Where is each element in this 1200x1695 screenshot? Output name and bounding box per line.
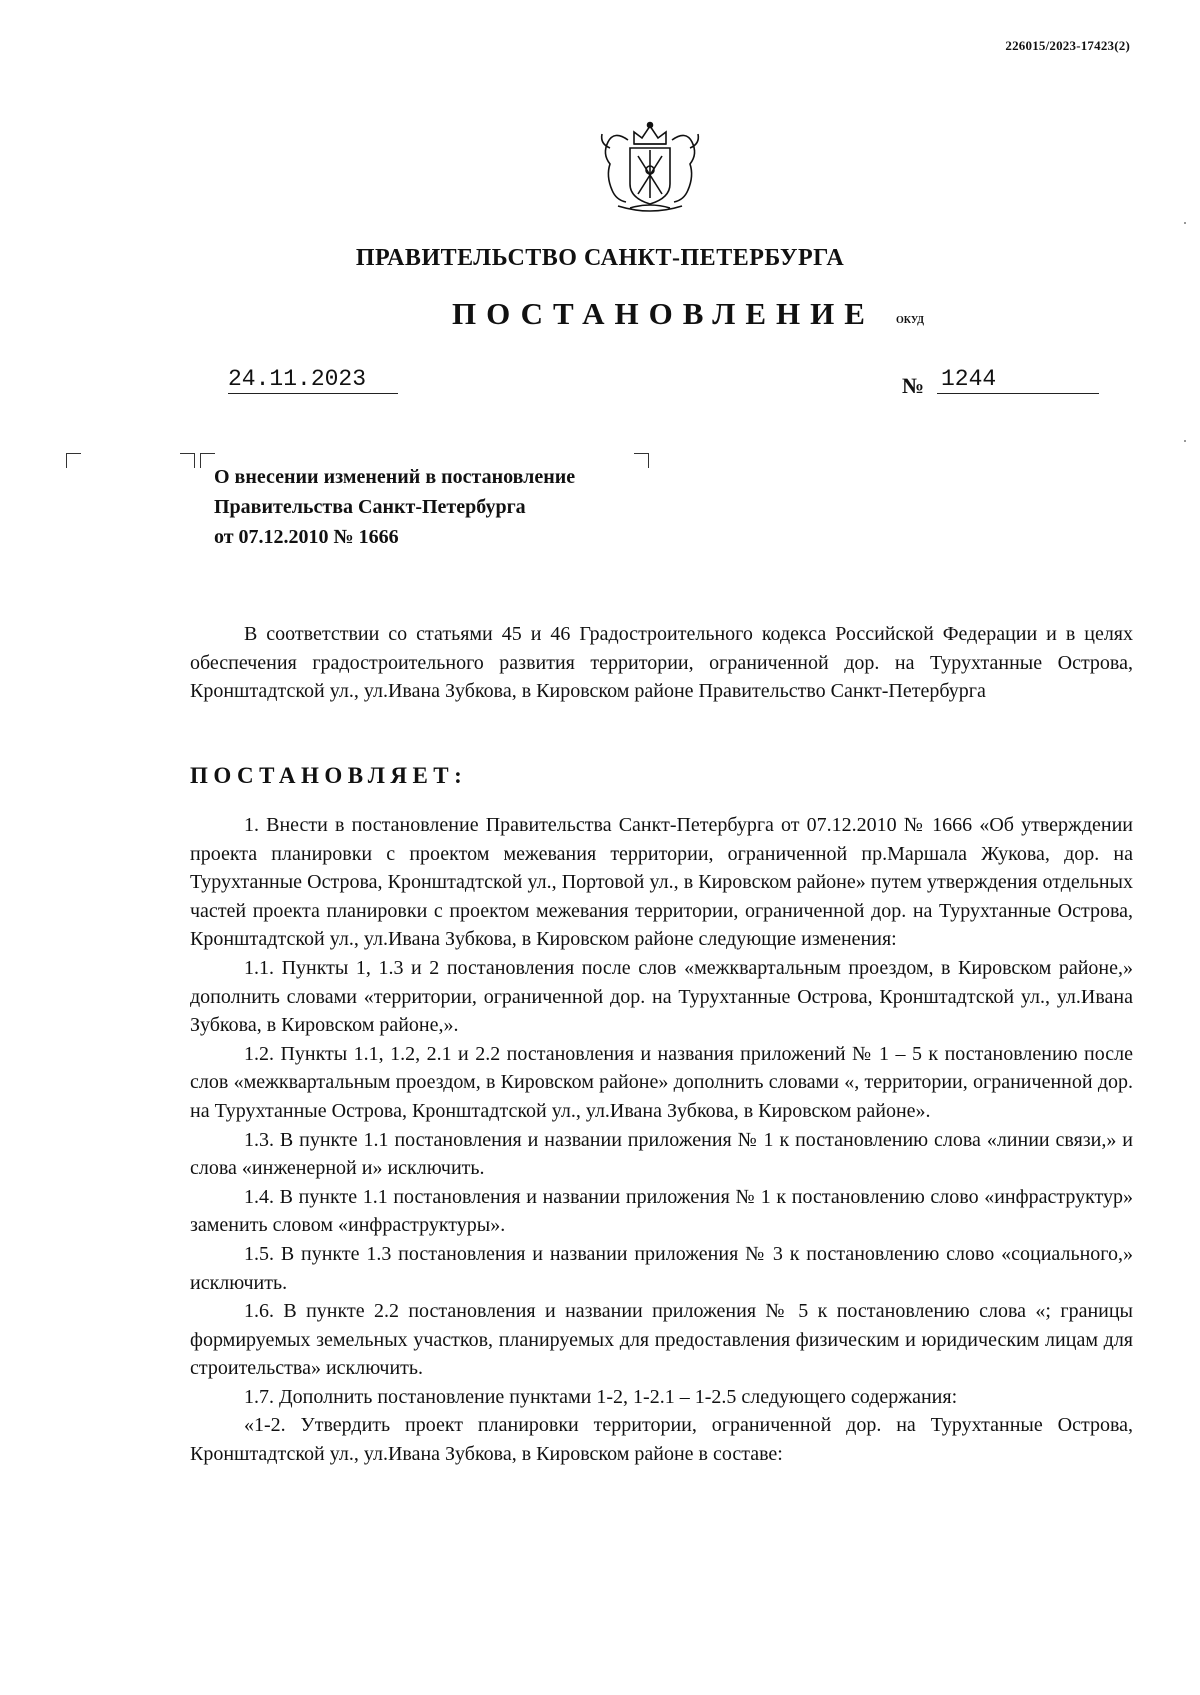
decree-subject (214, 462, 575, 552)
subject-line: Правительства Санкт-Петербурга (214, 496, 526, 518)
decree-item: «1-2. Утвердить проект планировки территории, ограниченной дор. на Турухтанные Острова, Кронштадтской ул., ул.Ивана Зубкова, в Кировском районе в составе: (190, 1414, 1133, 1466)
decree-title: ПОСТАНОВЛЕНИЕ (452, 296, 875, 331)
subject-corner-mark-right (634, 453, 649, 468)
decree-item: 1.5. В пункте 1.3 постановления и названии приложения № 3 к постановлению слово «социального,» исключить. (190, 1242, 1133, 1294)
decree-items (190, 811, 1133, 1469)
scan-speck (1184, 440, 1186, 442)
subject-line: от 07.12.2010 № 1666 (214, 526, 399, 548)
decree-item: 1.1. Пункты 1, 1.3 и 2 постановления после слов «межквартальным проездом, в Кировском районе,» дополнить словами «территории, ограниченной дор. на Турухтанные Острова, Кронштадтской ул., ул.Ивана Зубкова, в Кировском районе,». (190, 956, 1133, 1037)
number-sign: № (902, 373, 925, 398)
decree-item: 1.2. Пункты 1.1, 1.2, 2.1 и 2.2 постановления и названия приложений № 1 – 5 к постановлению после слов «межквартальным проездом, в Кировском районе» дополнить словами «, территории, ограниченной дор. на Турухтанные Острова, Кронштадтской ул., ул.Ивана Зубкова, в Кировском районе». (190, 1042, 1133, 1122)
government-name: ПРАВИТЕЛЬСТВО САНКТ-ПЕТЕРБУРГА (355, 245, 845, 271)
decree-date: 24.11.2023 (228, 366, 398, 394)
subject-corner-mark-left-outer (180, 453, 195, 468)
decree-number: 1244 (937, 366, 1099, 394)
margin-corner-mark (66, 453, 81, 468)
scan-speck (1184, 222, 1186, 224)
okud-label: ОКУД (896, 315, 925, 326)
decree-item: 1.3. В пункте 1.1 постановления и названии приложения № 1 к постановлению слова «линии связи,» и слова «инженерной и» исключить. (190, 1128, 1133, 1180)
preamble-text: В соответствии со статьями 45 и 46 Градостроительного кодекса Российской Федерации и в целях обеспечения градостроительного развития территории, ограниченной дор. на Турухтанные Острова, Кронштадтской ул., ул.Ивана Зубкова, в Кировском районе Правительство Санкт-Петербурга (190, 623, 1133, 703)
subject-corner-mark-left (200, 453, 215, 468)
preamble (190, 620, 1133, 706)
decree-item: 1.7. Дополнить постановление пунктами 1-2, 1-2.1 – 1-2.5 следующего содержания: (244, 1385, 958, 1408)
decree-item: 1. Внести в постановление Правительства Санкт-Петербурга от 07.12.2010 № 1666 «Об утверждении проекта планировки с проектом межевания территории, ограниченной пр.Маршала Жукова, дор. на Турухтанные Острова, Кронштадтской ул., Портовой ул., в Кировском районе» путем утверждения отдельных частей проекта планировки с проектом межевания территории, ограниченной дор. на Турухтанные Острова, Кронштадтской ул., ул.Ивана Зубкова, в Кировском районе следующие изменения: (190, 814, 1133, 951)
decree-item: 1.6. В пункте 2.2 постановления и названии приложения № 5 к постановлению слова «; границы формируемых земельных участков, планируемых для предоставления физическим и юридическим лицам для строительства» исключить. (190, 1300, 1133, 1380)
registration-number: 226015/2023-17423(2) (1005, 38, 1130, 53)
decree-item: 1.4. В пункте 1.1 постановления и названии приложения № 1 к постановлению слово «инфраструктур» заменить словом «инфраструктуры». (190, 1185, 1133, 1237)
resolves-heading: ПОСТАНОВЛЯЕТ: (190, 763, 468, 788)
saint-petersburg-coat-of-arms-icon (596, 118, 704, 223)
subject-line: О внесении изменений в постановление (214, 466, 576, 488)
